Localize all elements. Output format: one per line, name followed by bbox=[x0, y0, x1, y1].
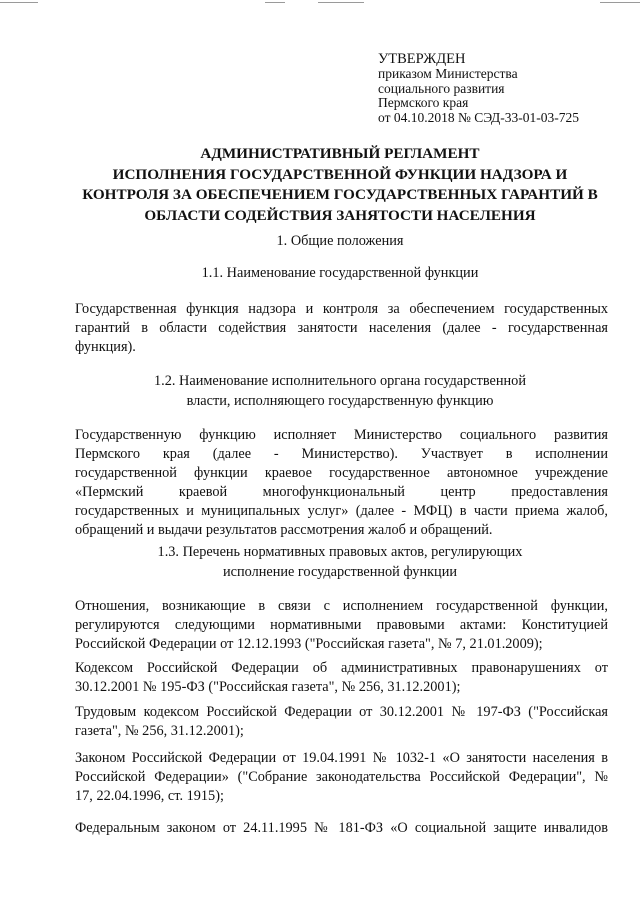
paragraph bbox=[75, 659, 608, 697]
subsection-heading-text: 1.1. Наименование государственной функции bbox=[201, 265, 479, 281]
approval-line: социального развития bbox=[378, 80, 505, 96]
paragraph bbox=[75, 300, 608, 357]
subsection-heading-text: 1.2. Наименование исполнительного органа государственной bbox=[154, 373, 526, 389]
paragraph bbox=[75, 749, 608, 806]
title-line: АДМИНИСТРАТИВНЫЙ РЕГЛАМЕНТ bbox=[200, 145, 480, 162]
paragraph-line: 17, 22.04.1996, ст. 1915); bbox=[75, 788, 224, 804]
paragraph-line: государственной функции краевое государственное автономное учреждение bbox=[75, 465, 608, 481]
title-line: ОБЛАСТИ СОДЕЙСТВИЯ ЗАНЯТОСТИ НАСЕЛЕНИЯ bbox=[144, 206, 536, 224]
scan-edge-mark bbox=[318, 2, 364, 3]
subsection-heading-text: власти, исполняющего государственную функцию bbox=[186, 392, 494, 409]
paragraph-line: Государственную функцию исполняет Министерство социального развития bbox=[75, 427, 608, 443]
paragraph bbox=[75, 597, 608, 654]
paragraph-line: Федеральным законом от 24.11.1995 № 181-ФЗ «О социальной защите инвалидов bbox=[75, 820, 608, 836]
paragraph-line: «Пермский краевой многофункциональный центр предоставления bbox=[75, 484, 608, 500]
approval-heading: УТВЕРЖДЕН bbox=[378, 51, 466, 67]
title-line: КОНТРОЛЯ ЗА ОБЕСПЕЧЕНИЕМ ГОСУДАРСТВЕННЫХ ГАРАНТИЙ В bbox=[82, 186, 598, 203]
paragraph-line: Законом Российской Федерации от 19.04.1991 № 1032-1 «О занятости населения в bbox=[75, 750, 608, 766]
subsection-heading-text: исполнение государственной функции bbox=[222, 563, 458, 580]
paragraph-line: Пермского края (далее - Министерство). Участвует в исполнении bbox=[75, 446, 608, 462]
paragraph-line: функция). bbox=[75, 339, 136, 355]
paragraph-line: Российской Федерации» ("Собрание законодательства Российской Федерации", № bbox=[75, 769, 608, 785]
document-title bbox=[60, 144, 620, 226]
approval-stamp bbox=[378, 51, 628, 125]
paragraph-line: Кодексом Российской Федерации об административных правонарушениях от bbox=[75, 660, 608, 676]
paragraph-line: Российской Федерации от 12.12.1993 ("Российская газета", № 7, 21.01.2009); bbox=[75, 636, 543, 652]
section-heading bbox=[70, 232, 610, 252]
title-line: ИСПОЛНЕНИЯ ГОСУДАРСТВЕННОЙ ФУНКЦИИ НАДЗОРА И bbox=[112, 165, 568, 183]
subsection-heading bbox=[70, 372, 610, 411]
paragraph-line: обращений и выдачи результатов рассмотрения жалоб и обращений. bbox=[75, 522, 493, 538]
paragraph bbox=[75, 819, 608, 838]
paragraph-line: гарантий в области содействия занятости населения (далее - государственная bbox=[75, 320, 608, 336]
scan-edge-mark bbox=[600, 2, 640, 3]
paragraph-line: Трудовым кодексом Российской Федерации от 30.12.2001 № 197-ФЗ ("Российская bbox=[75, 704, 608, 720]
paragraph-line: регулируются следующими нормативными правовыми актами: Конституцией bbox=[75, 617, 608, 633]
approval-order-number: от 04.10.2018 № СЭД-33-01-03-725 bbox=[378, 109, 579, 125]
paragraph-line: Государственная функция надзора и контроля за обеспечением государственных bbox=[75, 301, 608, 317]
paragraph-line: 30.12.2001 № 195-ФЗ ("Российская газета", № 256, 31.12.2001); bbox=[75, 679, 461, 695]
scan-edge-mark bbox=[265, 2, 285, 3]
section-heading-text: 1. Общие положения bbox=[276, 233, 404, 249]
paragraph-line: Отношения, возникающие в связи с исполнением государственной функции, bbox=[75, 598, 608, 614]
subsection-heading bbox=[70, 264, 610, 284]
approval-line: Пермского края bbox=[378, 95, 469, 110]
paragraph-line: государственных и муниципальных услуг» (далее - МФЦ) в части приема жалоб, bbox=[75, 503, 608, 519]
scan-edge-mark bbox=[0, 2, 38, 3]
subsection-heading-text: 1.3. Перечень нормативных правовых актов, регулирующих bbox=[157, 544, 523, 560]
paragraph-line: газета", № 256, 31.12.2001); bbox=[75, 723, 244, 739]
paragraph bbox=[75, 426, 608, 540]
subsection-heading bbox=[70, 543, 610, 582]
paragraph bbox=[75, 703, 608, 741]
approval-line: приказом Министерства bbox=[378, 66, 518, 81]
